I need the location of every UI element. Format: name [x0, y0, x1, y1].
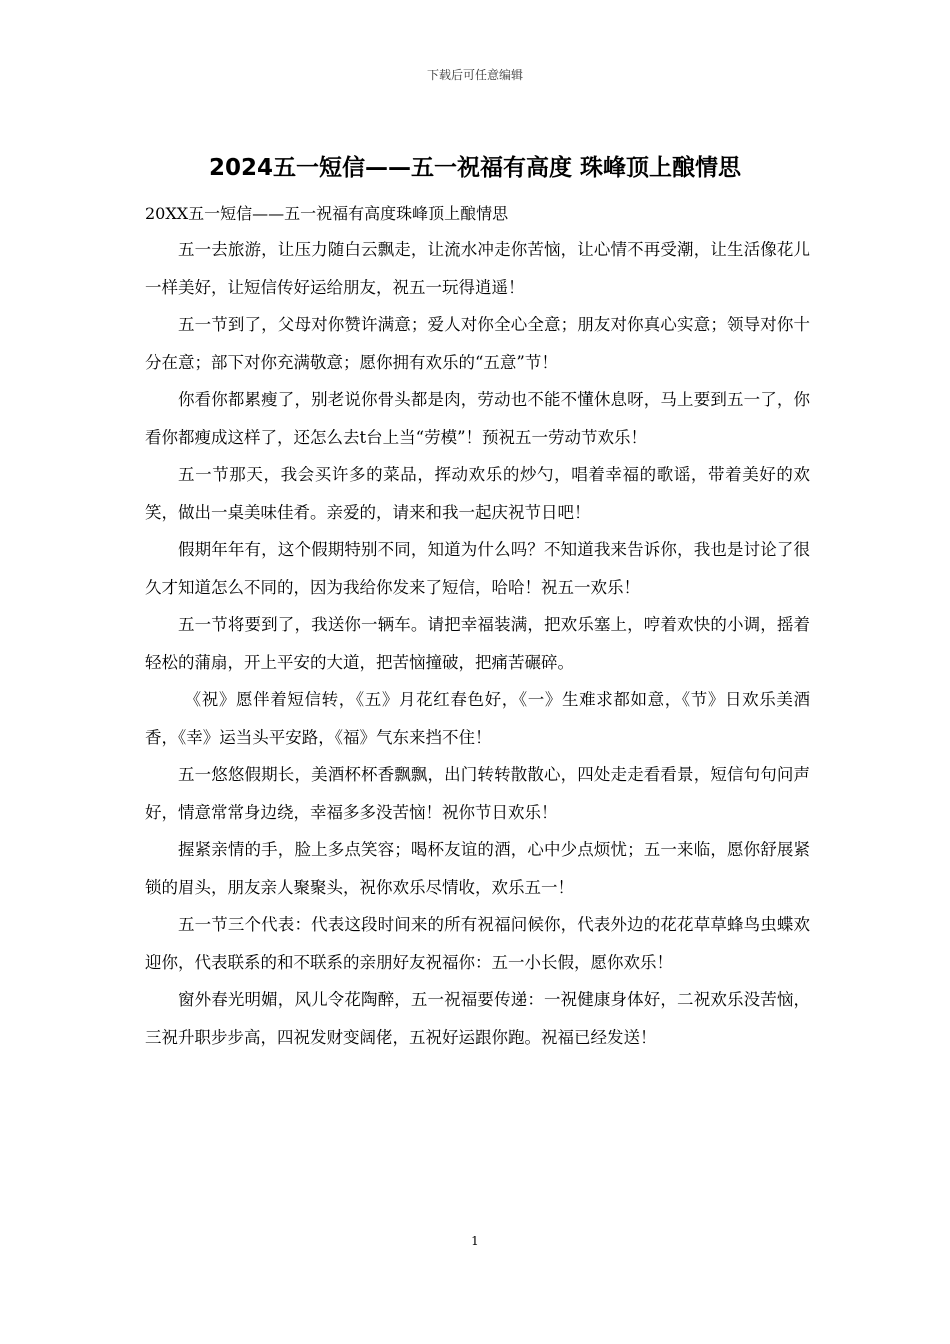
paragraph-4: 五一节那天，我会买许多的菜品，挥动欢乐的炒勺，唱着幸福的歌谣，带着美好的欢笑，做出一桌美味佳肴。亲爱的，请来和我一起庆祝节日吧！	[145, 465, 810, 522]
document-title: 2024五一短信——五一祝福有高度 珠峰顶上酿情思	[208, 155, 742, 181]
paragraph-3: 你看你都累瘦了，别老说你骨头都是肉，劳动也不能不懂休息呀，马上要到五一了，你看你都瘦成这样了，还怎么去t台上当“劳模”！预祝五一劳动节欢乐！	[145, 390, 810, 447]
paragraph-1: 五一去旅游，让压力随白云飘走，让流水冲走你苦恼，让心情不再受潮，让生活像花儿一样美好，让短信传好运给朋友，祝五一玩得逍遥！	[145, 240, 810, 297]
paragraph-8: 五一悠悠假期长，美酒杯杯香飘飘，出门转转散散心，四处走走看看景，短信句句问声好，情意常常身边绕，幸福多多没苦恼！祝你节日欢乐！	[145, 765, 810, 822]
paragraph-2: 五一节到了，父母对你赞许满意；爱人对你全心全意；朋友对你真心实意；领导对你十分在意；部下对你充满敬意；愿你拥有欢乐的“五意”节！	[145, 315, 810, 372]
document-subtitle: 20XX五一短信——五一祝福有高度珠峰顶上酿情思	[145, 204, 509, 223]
paragraph-5: 假期年年有，这个假期特别不同，知道为什么吗？不知道我来告诉你，我也是讨论了很久才知道怎么不同的，因为我给你发来了短信，哈哈！祝五一欢乐！	[145, 540, 810, 597]
paragraph-10: 五一节三个代表：代表这段时间来的所有祝福问候你，代表外边的花花草草蜂鸟虫蝶欢迎你，代表联系的和不联系的亲朋好友祝福你：五一小长假，愿你欢乐！	[145, 915, 810, 972]
paragraph-11: 窗外春光明媚，风儿令花陶醉，五一祝福要传递：一祝健康身体好，二祝欢乐没苦恼，三祝升职步步高，四祝发财变阔佬，五祝好运跟你跑。祝福已经发送！	[145, 990, 810, 1047]
document-body	[145, 200, 810, 1056]
paragraph-9: 握紧亲情的手，脸上多点笑容；喝杯友谊的酒，心中少点烦忧；五一来临，愿你舒展紧锁的眉头，朋友亲人聚聚头，祝你欢乐尽情收，欢乐五一！	[145, 840, 810, 897]
paragraph-6: 五一节将要到了，我送你一辆车。请把幸福装满，把欢乐塞上，哼着欢快的小调，摇着轻松的蒲扇，开上平安的大道，把苦恼撞破，把痛苦碾碎。	[145, 615, 810, 672]
paragraph-7: 《祝》愿伴着短信转，《五》月花红春色好，《一》生难求都如意，《节》日欢乐美酒香，《幸》运当头平安路，《福》气东来挡不住！	[145, 690, 810, 747]
page-header-note: 下载后可任意编辑	[426, 68, 523, 82]
page-number: 1	[471, 1234, 479, 1248]
